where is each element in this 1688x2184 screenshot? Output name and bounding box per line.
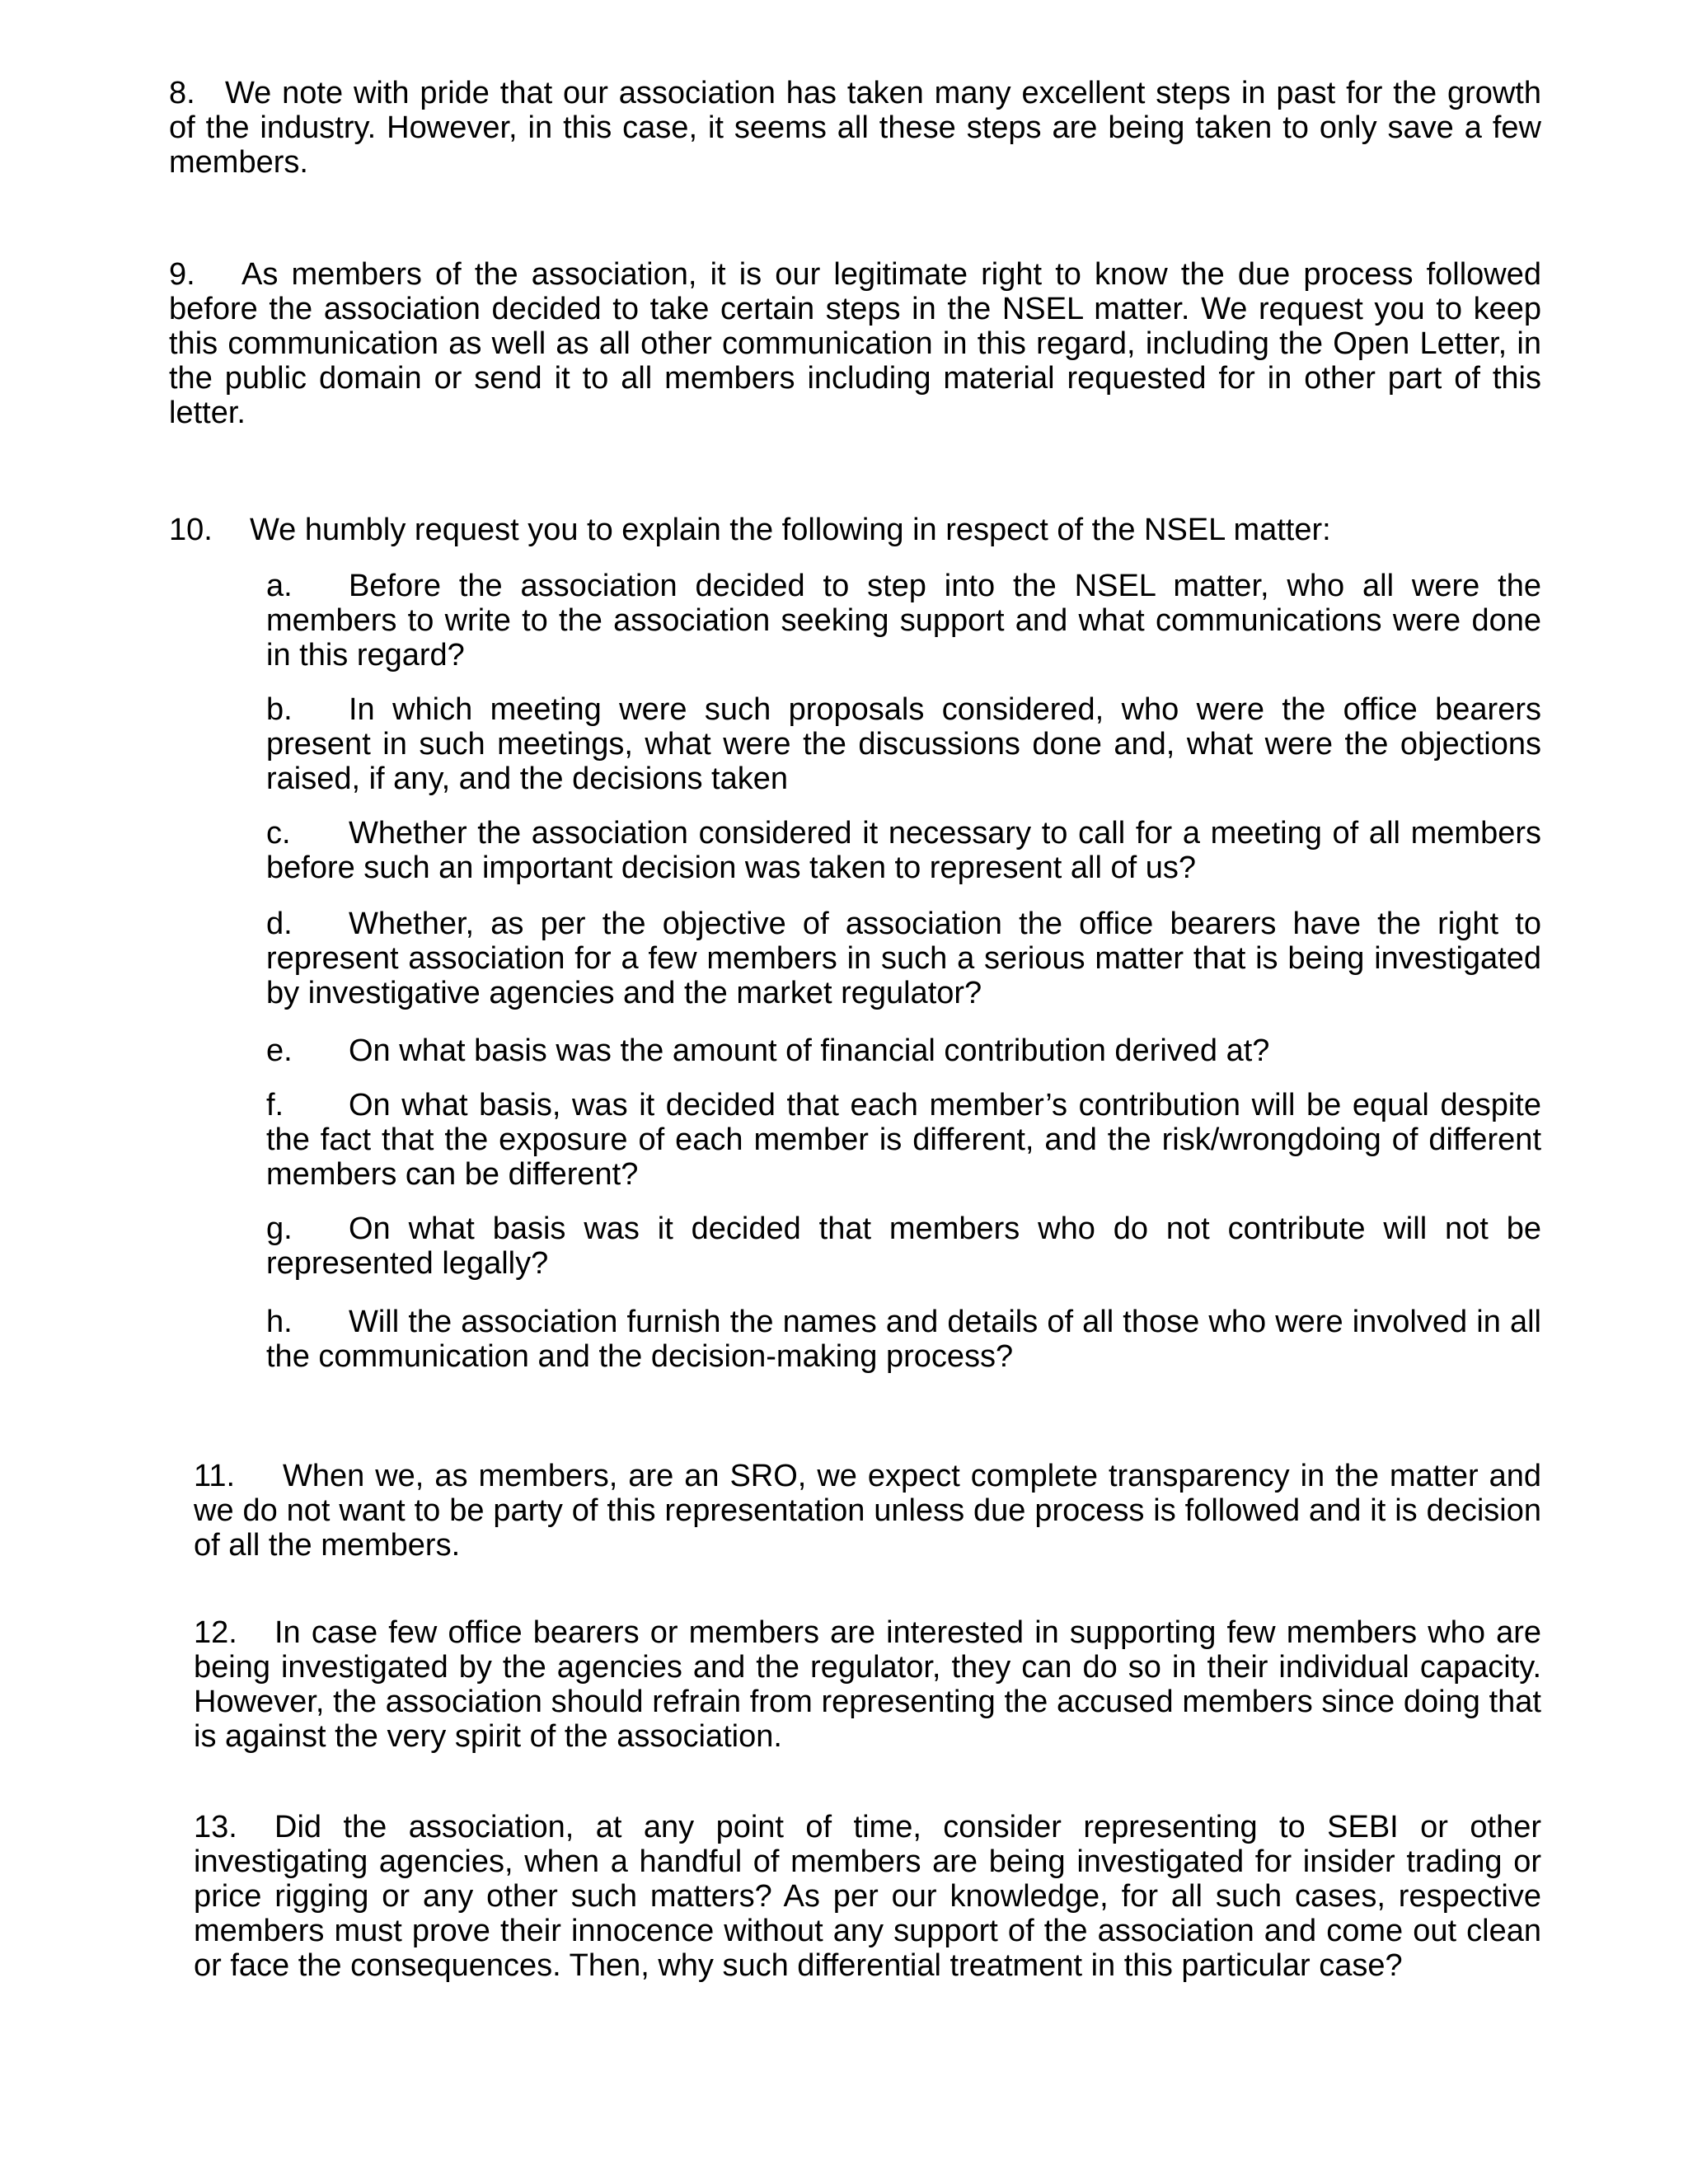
subitem-f [266, 1088, 1541, 1192]
subitem-text: On what basis was the amount of financial contribution derived at? [349, 1033, 1270, 1068]
subitem-letter: f. [266, 1088, 284, 1122]
subitem-letter: d. [266, 907, 293, 941]
subitem-b [266, 692, 1541, 796]
paragraph-10 [169, 513, 1541, 547]
paragraph-text: As members of the association, it is our legitimate right to know the due process followed before the association decided to take certain steps in the NSEL matter. We request you to keep this communication as well as all other communication in this regard, including the Open Letter, in the public domain or send it to all members including material requested for in other part of this letter. [169, 257, 1541, 430]
subitem-text: Whether, as per the objective of association the office bearers have the right to represent association for a few members in such a serious matter that is being investigated by investigative agencies and the market regulator? [266, 907, 1541, 1010]
subitem-text: On what basis, was it decided that each member’s contribution will be equal despite the fact that the exposure of each member is different, and the risk/wrongdoing of different members can be different? [266, 1088, 1541, 1192]
subitem-d [266, 907, 1541, 1010]
subitem-g [266, 1212, 1541, 1281]
subitem-text: In which meeting were such proposals considered, who were the office bearers present in such meetings, what were the discussions done and, what were the objections raised, if any, and the decisions taken [266, 692, 1541, 796]
paragraph-text: We note with pride that our association has taken many excellent steps in past for the growth of the industry. However, in this case, it seems all these steps are being taken to only save a few members. [169, 76, 1541, 180]
subitem-letter: h. [266, 1305, 293, 1339]
subitem-letter: a. [266, 569, 293, 603]
paragraph-12 [194, 1615, 1541, 1754]
paragraph-11 [194, 1459, 1541, 1563]
subitem-letter: b. [266, 692, 293, 727]
subitem-h [266, 1305, 1541, 1374]
subitem-c [266, 816, 1541, 885]
paragraph-number: 10. [169, 513, 213, 547]
paragraph-text: Did the association, at any point of time, consider representing to SEBI or other investigating agencies, when a handful of members are being investigated for insider trading or price rigging or any other such matters? As per our knowledge, for all such cases, respective members must prove their innocence without any support of the association and come out clean or face the consequences. Then, why such differential treatment in this particular case? [194, 1810, 1541, 1983]
paragraph-text: When we, as members, are an SRO, we expect complete transparency in the matter and we do not want to be party of this representation unless due process is followed and it is decision of all the members. [194, 1459, 1541, 1563]
subitem-letter: e. [266, 1033, 293, 1068]
subitem-text: Will the association furnish the names and details of all those who were involved in all the communication and the decision-making process? [266, 1305, 1541, 1374]
paragraph-text: We humbly request you to explain the following in respect of the NSEL matter: [250, 513, 1331, 547]
paragraph-8 [169, 76, 1541, 180]
paragraph-13 [194, 1810, 1541, 1983]
paragraph-number: 11. [194, 1459, 236, 1493]
paragraph-number: 12. [194, 1615, 237, 1650]
paragraph-text: In case few office bearers or members are interested in supporting few members who are being investigated by the agencies and the regulator, they can do so in their individual capacity. However, the association should refrain from representing the accused members since doing that is against the very spirit of the association. [194, 1615, 1541, 1754]
subitem-a [266, 569, 1541, 673]
paragraph-number: 9. [169, 257, 195, 292]
subitem-text: Before the association decided to step into the NSEL matter, who all were the members to write to the association seeking support and what communications were done in this regard? [266, 569, 1541, 673]
subitem-text: Whether the association considered it necessary to call for a meeting of all members before such an important decision was taken to represent all of us? [266, 816, 1541, 885]
subitem-letter: c. [266, 816, 291, 851]
subitem-e [266, 1033, 1541, 1068]
subitem-letter: g. [266, 1212, 293, 1246]
paragraph-number: 8. [169, 76, 195, 110]
subitem-text: On what basis was it decided that members who do not contribute will not be represented legally? [266, 1212, 1541, 1281]
paragraph-9 [169, 257, 1541, 430]
paragraph-number: 13. [194, 1810, 237, 1844]
